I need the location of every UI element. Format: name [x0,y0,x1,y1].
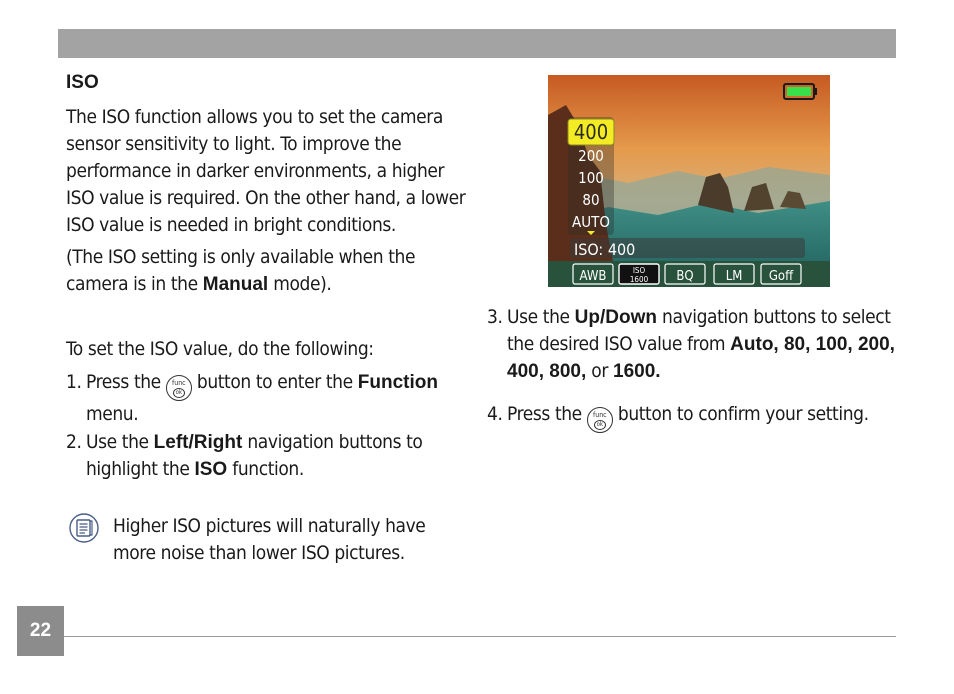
availability-paragraph [66,244,468,298]
iso-status-text: ISO: 400 [574,240,636,259]
function-label: Function [357,372,438,393]
menu-icon-metering: LM [725,269,743,284]
ok-label: ok [594,420,606,430]
menu-icon-awb: AWB [579,269,607,284]
func-ok-button-icon [166,375,192,401]
step-1-number: 1. [66,371,82,393]
step-4-post: button to confirm your setting. [617,403,869,425]
step-3-end: . [655,361,661,382]
step-1-post: button to enter the [196,371,353,393]
manual-mode-label: Manual [202,274,269,295]
iso-option-auto: AUTO [572,213,610,231]
left-right-label: Left/Right [153,432,243,453]
step-2-text [86,429,468,483]
availability-pre: (The ISO setting is only available when the camera is in the [66,246,416,295]
iso-option-100: 100 [578,169,604,187]
step-3-pre: Use the [507,306,570,328]
func-label: func [592,411,607,419]
camera-lcd-screenshot [548,75,830,287]
footer-line [64,636,896,637]
availability-post: mode). [268,273,332,295]
iso-option-400: 400 [573,120,609,144]
header-bar [58,29,896,58]
step-1-text [86,369,476,428]
step-2-mid: navigation buttons to highlight the [86,431,423,480]
instructions-lead: To set the ISO value, do the following: [66,338,374,360]
step-4-number: 4. [487,403,503,425]
note-text: Higher ISO pictures will naturally have more noise than lower ISO pictures. [113,515,426,564]
iso-option-80: 80 [582,191,600,209]
section-title: ISO [66,72,99,93]
step-3-or: or [591,360,608,382]
ok-label: ok [173,388,185,398]
step-2-pre: Use the [86,431,149,453]
intro-paragraph: The ISO function allows you to set the camera sensor sensitivity to light. To improve the performance in darker environments, a higher ISO value is required. On the other hand, a lower ISO value is needed in bright conditions. [66,106,466,236]
step-2-number: 2. [66,431,82,453]
step-4-text [507,401,907,433]
step-3-text [507,304,899,385]
step-1-tail: menu. [86,403,139,425]
iso-value-1600: 1600 [613,361,656,382]
menu-icon-iso: ISO [632,266,646,275]
iso-option-200: 200 [578,147,604,165]
menu-icon-iso-value: 1600 [629,275,649,284]
note-icon [69,513,99,543]
menu-icon-effect-off: Goff [768,269,794,284]
step-1-pre: Press the [86,371,161,393]
step-3-number: 3. [487,306,503,328]
func-ok-button-icon [587,407,613,433]
menu-icon-quality: BQ [676,269,694,284]
page-number: 22 [17,606,64,656]
up-down-label: Up/Down [574,307,657,328]
step-4-pre: Press the [507,403,582,425]
step-3-mid: navigation buttons to select the desired ISO value from [507,306,891,355]
iso-label: ISO [194,459,228,480]
func-label: func [171,379,186,387]
step-2-post: function. [232,458,304,480]
iso-values-list: Auto, 80, 100, 200, 400, 800, [507,334,895,382]
